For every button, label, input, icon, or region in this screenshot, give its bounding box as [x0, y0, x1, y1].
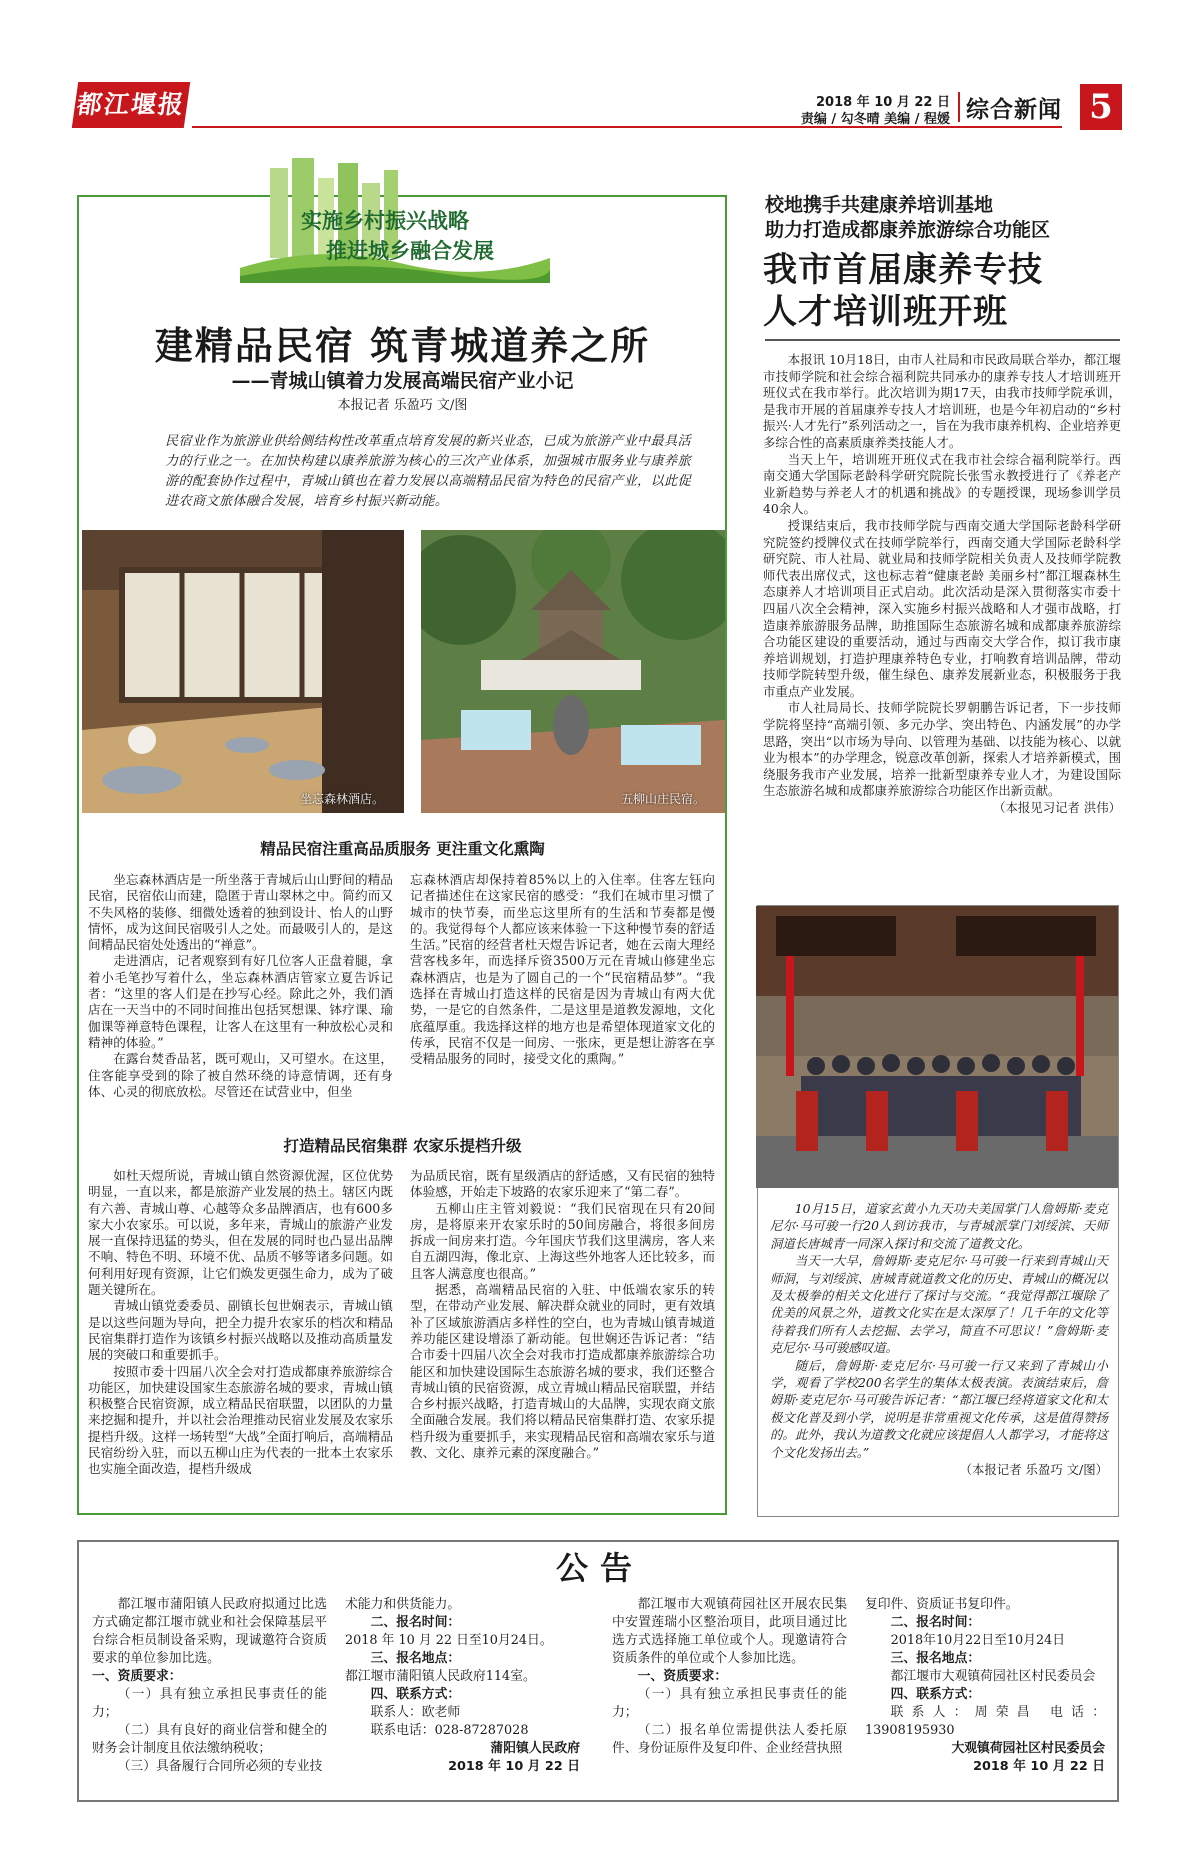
garden-photo: [421, 530, 725, 813]
training-article-body: 本报讯 10月18日，由市人社局和市民政局联合举办，都江堰市技师学院和社会综合福利院共同承办的康养专技人才培训班开班仪式在我市举行。此次培训为期17天，由我市技师学院承训，是我市开展的首届康养专技人才培训班，也是今年初启动的“乡村振兴·人才先行”系列活动之一，旨在为我市康养机构、企业培养更多综合性的高素质康养类技能人才。 当天上午，培训班开班仪式在我市社会综合福利院举行。西南交通大学国际老龄科学研究院院长张雪永教授进行了《养老产业新趋势与养老人才的机遇和挑战》的专题授课，现场参训学员40余人。 授课结束后，我市技师学院与西南交通大学国际老龄科学研究院签约授牌仪式在技师学院举行，西南交通大学国际老龄科学研究院、市人社局、就业局和技师学院相关负责人及技师学院教师代表出席仪式，这也标志着“健康老龄 美丽乡村”都江堰森林生态康养人才培训项目正式启动。此次活动是深入贯彻落实市委十四届八次全会精神，深入实施乡村振兴战略和人才强市战略，打造康养旅游服务品牌，助推国际生态旅游名城和成都康养旅游综合功能区建设的重要活动，通过与西南交大学合作，拟订我市康养培训规划，打造护理康养特色专业，打响教育培训品牌，带动技师学院转型升级，催生绿色、康养发展新业态，积极服务于我市重点产业发展。 市人社局局长、技师学院院长罗朝鹏告诉记者，下一步技师学院将坚持“高端引领、多元办学、突出特色、内涵发展”的办学思路，突出“以市场为导向、以管理为基础、以技能为核心、以就业为根本”的办学理念，锐意改革创新，探索人才培养新模式，围绕服务我市产业发展，培养一批新型康养专业人才，为建设国际生态旅游名城和成都康养旅游综合功能区作出新贡献。 （本报见习记者 洪伟）: [763, 352, 1121, 816]
section2-title: 打造精品民宿集群 农家乐提档升级: [283, 1137, 522, 1155]
right-headline-line-1: 我市首届康养专技: [763, 250, 1043, 290]
right-headline-line-2: 人才培训班开班: [763, 292, 1008, 332]
taoist-article-byline: （本报记者 乐盈巧 文/图）: [959, 1462, 1108, 1478]
notice-2-column-1: 都江堰市大观镇荷园社区开展农民集中安置莲瑞小区整治项目，此项目通过比选方式选择施工单位或个人。现邀请符合资质条件的单位或个人参加比选。 一、资质要求： （一）具有独立承担民事责任的能力； （二）报名单位需提供法人委托原件、身份证原件及复印件、企业经营执照: [612, 1597, 847, 1756]
section-name: 综合新闻: [966, 97, 1062, 123]
hotel-photo-caption: 坐忘森林酒店。: [300, 792, 385, 806]
banner-text-1: 实施乡村振兴战略: [301, 209, 469, 233]
right-kicker-2: 助力打造成都康养旅游综合功能区: [765, 219, 1051, 241]
feature-subheadline: ——青城山镇着力发展高端民宿产业小记: [231, 370, 574, 392]
issue-editors: 责编 / 勾冬晴 美编 / 程媛: [800, 112, 950, 127]
page-number: 5: [1080, 84, 1122, 130]
right-headline-rule: [765, 339, 1120, 341]
group-photo: [756, 906, 1118, 1188]
section2-column-2: 为品质民宿，既有星级酒店的舒适感，又有民宿的独特体验感，开始走下坡路的农家乐迎来了“第二春”。 五柳山庄主管刘毅说：“我们民宿现在只有20间房，是将原来开农家乐时的50间房融合，将很多间房拆成一间房来打造。今年国庆节我们这里满房，客人来自五湖四海，像北京、上海这些外地客人还比较多，而且客人满意度也很高。” 据悉，高端精品民宿的入驻、中低端农家乐的转型，在带动产业发展、解决群众就业的同时，更有效填补了区域旅游酒店多样性的空白，也为青城山镇青城道养功能区建设增添了新动能。包世娴还告诉记者：“结合市委十四届八次全会对我市打造成都康养旅游综合功能区和加快建设国际生态旅游名城的要求，我们还整合青城山镇的民宿资源，成立青城山精品民宿联盟，并结合乡村振兴战略，打造青城山的大品牌，实现农商文旅全面融合发展。我们将以精品民宿集群打造、农家乐提档升级为重要抓手，来实现精品民宿和高端农家乐与道教、文化、康养元素的深度融合。”: [410, 1168, 715, 1461]
masthead-logo: 都江堰报: [72, 82, 190, 128]
section2-column-1: 如杜天煜所说，青城山镇自然资源优渥，区位优势明显，一直以来，都是旅游产业发展的热土。辖区内既有六善、青城山尊、心越等众多品牌酒店，也有600多家大小农家乐。可以说，多年来，青城山的旅游产业发展一直保持迅猛的势头，但在发展的同时也凸显出品牌不响、特色不明、环境不优、品质不够等诸多问题。如何利用好现有资源，让它们焕发更强生命力，成为了破题关键所在。 青城山镇党委委员、副镇长包世娴表示，青城山镇是以这些问题为导向，把全力提升农家乐的档次和精品民宿集群打造作为该镇乡村振兴战略以及推动高质量发展的突破口和重要抓手。 按照市委十四届八次全会对打造成都康养旅游综合功能区，加快建设国家生态旅游名城的要求，青城山镇积极整合民宿资源，成立精品民宿联盟，以团队的力量来挖掘和提升，并以社会治理推动民宿业发展及农家乐提档升级。这样一场转型“大战”全面打响后，高端精品民宿纷纷入驻，而以五柳山庄为代表的一批本土农家乐也实施全面改造，提档升级成: [88, 1168, 393, 1477]
masthead-divider: [958, 92, 960, 122]
notice-2-column-2: 复印件、资质证书复印件。 二、报名时间： 2018年10月22日至10月24日 三、报名地点： 都江堰市大观镇荷园社区村民委员会 四、联系方式： 联系人：周荣昌 电话：13908195930 大观镇荷园社区村民委员会 2018 年 10 月 22 日: [865, 1597, 1105, 1774]
notice-1-column-1: 都江堰市蒲阳镇人民政府拟通过比选方式确定都江堰市就业和社会保障基层平台综合柜员制设备采购，现诚邀符合资质要求的单位参加比选。 一、资质要求： （一）具有独立承担民事责任的能力； （二）具有良好的商业信誉和健全的财务会计制度且依法缴纳税收； （三）具备履行合同所必须的专业技: [92, 1597, 327, 1774]
training-article-byline: （本报见习记者 洪伟）: [993, 800, 1121, 816]
feature-byline: 本报记者 乐盈巧 文/图: [337, 398, 468, 413]
feature-headline: 建精品民宿 筑青城道养之所: [154, 324, 651, 368]
notice-1-column-2: 术能力和供货能力。 二、报名时间： 2018 年 10 月 22 日至10月24日。 三、报名地点： 都江堰市蒲阳镇人民政府114室。 四、联系方式： 联系人：欧老师 联系电话：028-87287028 蒲阳镇人民政府 2018 年 10 月 22 日: [345, 1597, 580, 1774]
section1-column-2: 忘森林酒店却保持着85%以上的入住率。住客左钰向记者描述住在这家民宿的感受：“我们在城市里习惯了城市的快节奏，而坐忘这里所有的生活和节奏都是慢的。我觉得每个人都应该来体验一下这种慢节奏的舒适生活。”民宿的经营者杜天煜告诉记者，她在云南大理经营客栈多年，而选择斥资3500万元在青城山修建坐忘森林酒店，也是为了圆自己的一个“民宿精品梦”。“我选择在青城山打造这样的民宿是因为青城山有两大优势，一是它的自然条件，二是这里是道教发源地，文化底蕴厚重。我选择这样的地方也是希望体现道家文化的传承，民宿不仅是一间房、一张床，更是想让游客在享受精品服务的同时，接受文化的熏陶。”: [410, 872, 715, 1067]
hotel-photo: [82, 530, 404, 813]
section1-title: 精品民宿注重高品质服务 更注重文化熏陶: [260, 840, 545, 858]
issue-date: 2018 年 10 月 22 日: [816, 95, 950, 110]
taoist-article-body: 10月15日，道家玄黄小九天功夫美国掌门人詹姆斯·麦克尼尔·马可骏一行20人到访我市，与青城派掌门刘绥滨、天师洞道长唐城青一同深入探讨和交流了道教文化。 当天一大早，詹姆斯·麦克尼尔·马可骏一行来到青城山天师洞，与刘绥滨、唐城青就道教文化的历史、青城山的概况以及太极拳的相关文化进行了探讨与交流。“我觉得都江堰除了优美的风景之外，道教文化实在是太深厚了！几千年的文化等待着我们所有人去挖掘、去学习，简直不可思议！”詹姆斯·麦克尼尔·马可骏感叹道。 随后，詹姆斯·麦克尼尔·马可骏一行又来到了青城山小学，观看了学校200名学生的集体太极表演。表演结束后，詹姆斯·麦克尼尔·马可骏告诉记者：“都江堰已经将道家文化和太极文化普及到小学，说明是非常重视文化传承，这是值得赞扬的。此外，我认为道教文化就应该提倡人人都学习，才能将这个文化发扬出去。” （本报记者 乐盈巧 文/图）: [770, 1201, 1108, 1478]
garden-photo-caption: 五柳山庄民宿。: [621, 792, 706, 806]
banner-text-2: 推进城乡融合发展: [326, 239, 494, 263]
section1-column-1: 坐忘森林酒店是一所坐落于青城后山山野间的精品民宿，民宿依山而建，隐匿于青山翠林之中。简约而又不失风格的装修、细微处透着的独到设计、怡人的山野情怀，成为这间民宿吸引人之处。而最吸引人的，是这间精品民宿处处透出的“禅意”。 走进酒店，记者观察到有好几位客人正盘着腿，拿着小毛笔抄写着什么，坐忘森林酒店管家立夏告诉记者：“这里的客人们是在抄写心经。除此之外，我们酒店在一天当中的不同时间推出包括冥想课、钵疗课、瑜伽课等禅意特色课程，让客人在这里有一种放松心灵和精神的体验。” 在露台焚香品茗，既可观山，又可望水。在这里，住客能享受到的除了被自然环绕的诗意情调，还有身体、心灵的彻底放松。尽管还在试营业中，但坐: [88, 872, 393, 1099]
notice-title: 公告: [555, 1549, 644, 1587]
feature-lede: 民宿业作为旅游业供给侧结构性改革重点培育发展的新兴业态，已成为旅游产业中最具活力的行业之一。在加快构建以康养旅游为核心的三次产业体系，加强城市服务业与康养旅游的配套协作过程中，青城山镇也在着力发展以高端精品民宿为特色的民宿产业，以此促进农商文旅体融合发展，培育乡村振兴新动能。: [165, 434, 692, 509]
right-kicker-1: 校地携手共建康养培训基地: [765, 194, 994, 216]
